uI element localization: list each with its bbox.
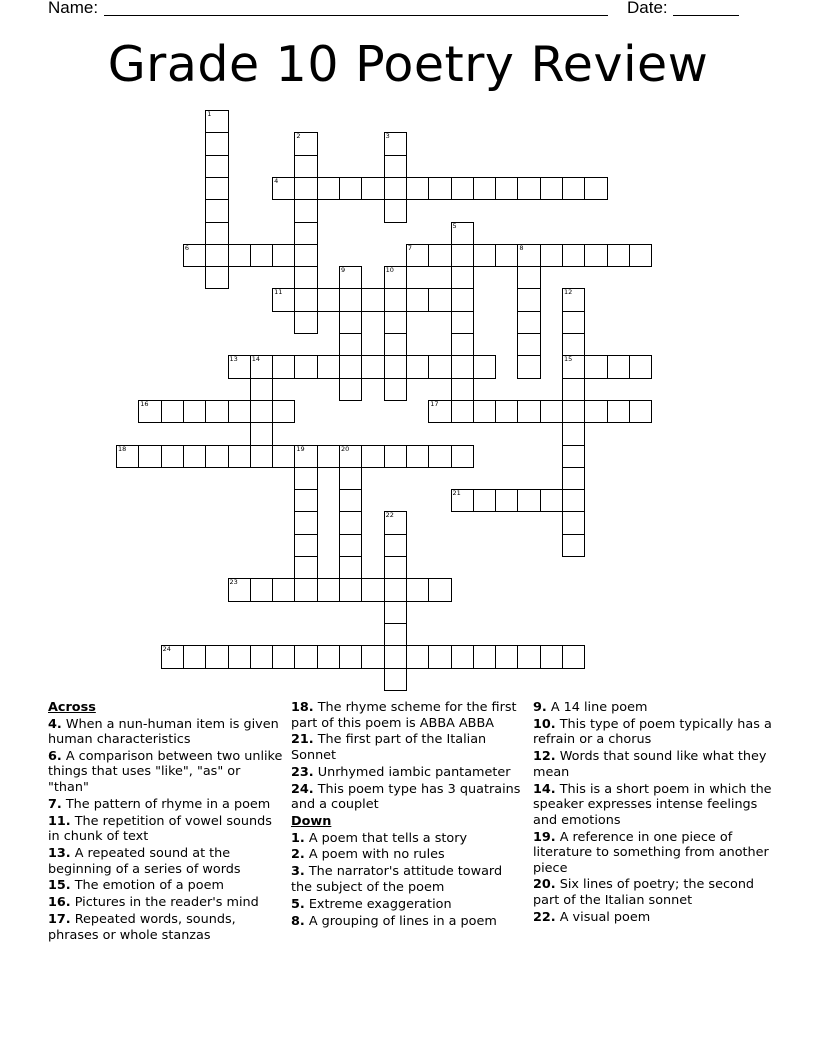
crossword-cell[interactable] — [228, 445, 251, 468]
clue-number: 4. — [48, 716, 62, 732]
clue-item — [48, 912, 284, 943]
crossword-cell[interactable] — [161, 645, 184, 668]
clue-item — [48, 846, 284, 877]
crossword-cell[interactable] — [473, 244, 496, 267]
clue-item — [291, 831, 523, 847]
clue-number: 20. — [533, 877, 556, 893]
crossword-cell[interactable] — [116, 445, 139, 468]
crossword-cell[interactable] — [250, 422, 273, 445]
crossword-cell[interactable] — [361, 288, 384, 311]
clue-item — [533, 749, 773, 780]
cell-number: 24 — [162, 645, 171, 654]
crossword-cell[interactable] — [562, 645, 585, 668]
clue-text: The first part of the Italian Sonnet — [291, 732, 487, 763]
crossword-cell[interactable] — [517, 288, 540, 311]
crossword-cell[interactable] — [584, 355, 607, 378]
crossword-cell[interactable] — [317, 578, 340, 601]
crossword-cell[interactable] — [294, 199, 317, 222]
clue-text: The narrator's attitude toward the subject of the poem — [291, 864, 503, 895]
clue-number: 5. — [291, 896, 305, 912]
crossword-cell[interactable] — [540, 489, 563, 512]
clue-text: A visual poem — [555, 909, 651, 925]
clue-item — [48, 814, 284, 845]
clue-text: Unrhymed iambic pantameter — [313, 764, 511, 780]
crossword-cell[interactable] — [183, 445, 206, 468]
crossword-cell[interactable] — [384, 311, 407, 334]
crossword-cell[interactable] — [451, 222, 474, 245]
crossword-cell[interactable] — [205, 177, 228, 200]
crossword-cell[interactable] — [562, 333, 585, 356]
crossword-cell[interactable] — [161, 445, 184, 468]
down-clue-list-1 — [291, 831, 523, 930]
crossword-cell[interactable] — [339, 511, 362, 534]
clue-number: 13. — [48, 846, 71, 862]
crossword-cell[interactable] — [384, 266, 407, 289]
crossword-cell[interactable] — [317, 288, 340, 311]
date-field[interactable] — [673, 15, 739, 16]
crossword-cell[interactable] — [205, 445, 228, 468]
crossword-cell[interactable] — [384, 445, 407, 468]
crossword-cell[interactable] — [517, 400, 540, 423]
crossword-cell[interactable] — [406, 288, 429, 311]
clue-item — [533, 717, 773, 748]
crossword-cell[interactable] — [428, 244, 451, 267]
crossword-cell[interactable] — [183, 244, 206, 267]
crossword-cell[interactable] — [361, 645, 384, 668]
crossword-cell[interactable] — [584, 244, 607, 267]
clue-text: A comparison between two unlike things that uses "like", "as" or "than" — [48, 748, 283, 795]
clue-item — [291, 914, 523, 930]
crossword-cell[interactable] — [317, 177, 340, 200]
crossword-cell[interactable] — [562, 467, 585, 490]
cell-number: 13 — [229, 355, 238, 364]
clue-number: 24. — [291, 781, 314, 797]
crossword-cell[interactable] — [339, 177, 362, 200]
cell-number: 21 — [452, 489, 461, 498]
crossword-cell[interactable] — [517, 333, 540, 356]
crossword-cell[interactable] — [294, 266, 317, 289]
crossword-cell[interactable] — [562, 511, 585, 534]
crossword-cell[interactable] — [584, 177, 607, 200]
crossword-cell[interactable] — [183, 400, 206, 423]
crossword-cell[interactable] — [451, 489, 474, 512]
clue-text: A repeated sound at the beginning of a series of words — [48, 846, 241, 877]
cell-number: 3 — [385, 132, 390, 141]
clue-text: Pictures in the reader's mind — [70, 895, 259, 911]
crossword-cell[interactable] — [451, 645, 474, 668]
name-field[interactable] — [104, 15, 608, 16]
clue-item — [48, 749, 284, 796]
crossword-cell[interactable] — [562, 445, 585, 468]
crossword-cell[interactable] — [473, 645, 496, 668]
clue-item — [291, 897, 523, 913]
crossword-cell[interactable] — [361, 445, 384, 468]
clue-item — [291, 782, 523, 813]
cell-number: 18 — [118, 444, 127, 453]
cell-number: 16 — [140, 399, 149, 408]
crossword-cell[interactable] — [294, 445, 317, 468]
crossword-cell[interactable] — [250, 578, 273, 601]
clue-number: 1. — [291, 830, 305, 846]
cell-number: 22 — [385, 511, 394, 520]
crossword-cell[interactable] — [384, 288, 407, 311]
cell-number: 20 — [341, 444, 350, 453]
clue-text: Repeated words, sounds, phrases or whole stanzas — [48, 912, 236, 943]
clue-text: The repetition of vowel sounds in chunk of text — [48, 813, 272, 845]
crossword-cell[interactable] — [451, 288, 474, 311]
down-heading: Down — [291, 814, 332, 830]
crossword-cell[interactable] — [451, 333, 474, 356]
crossword-cell[interactable] — [384, 155, 407, 178]
crossword-cell[interactable] — [517, 244, 540, 267]
crossword-cell[interactable] — [205, 645, 228, 668]
crossword-cell[interactable] — [294, 489, 317, 512]
date-label: Date: — [627, 0, 668, 17]
crossword-cell[interactable] — [294, 155, 317, 178]
crossword-cell[interactable] — [428, 400, 451, 423]
clue-item — [533, 830, 773, 877]
crossword-cell[interactable] — [384, 511, 407, 534]
crossword-cell[interactable] — [294, 244, 317, 267]
crossword-cell[interactable] — [294, 556, 317, 579]
crossword-cell[interactable] — [495, 489, 518, 512]
clue-text: A reference in one piece of literature to something from another piece — [533, 829, 769, 876]
crossword-cell[interactable] — [161, 400, 184, 423]
clue-number: 19. — [533, 829, 556, 845]
clue-text: The pattern of rhyme in a poem — [61, 796, 271, 812]
crossword-cell[interactable] — [339, 445, 362, 468]
cell-number: 11 — [274, 288, 283, 297]
cell-number: 8 — [519, 243, 524, 252]
clue-text: This is a short poem in which the speaker expresses intense feelings and emotions — [533, 781, 772, 828]
crossword-cell[interactable] — [384, 623, 407, 646]
clue-text: A 14 line poem — [546, 700, 648, 715]
crossword-cell[interactable] — [517, 489, 540, 512]
clue-text: The rhyme scheme for the first part of this poem is ABBA ABBA — [291, 700, 517, 731]
crossword-cell[interactable] — [294, 355, 317, 378]
crossword-cell[interactable] — [428, 355, 451, 378]
cell-number: 19 — [296, 444, 305, 453]
clue-number: 23. — [291, 764, 314, 780]
clue-text: A poem that tells a story — [304, 830, 468, 846]
crossword-cell[interactable] — [428, 445, 451, 468]
crossword-cell[interactable] — [205, 222, 228, 245]
crossword-cell[interactable] — [562, 422, 585, 445]
crossword-cell[interactable] — [339, 534, 362, 557]
clue-number: 3. — [291, 864, 305, 880]
crossword-cell[interactable] — [384, 333, 407, 356]
crossword-cell[interactable] — [384, 177, 407, 200]
crossword-cell[interactable] — [473, 489, 496, 512]
cell-number: 9 — [341, 266, 346, 275]
crossword-cell[interactable] — [607, 244, 630, 267]
crossword-cell[interactable] — [562, 177, 585, 200]
crossword-cell[interactable] — [495, 645, 518, 668]
clue-number: 22. — [533, 909, 556, 925]
crossword-cell[interactable] — [205, 244, 228, 267]
crossword-cell[interactable] — [317, 645, 340, 668]
clue-item — [291, 864, 523, 895]
cell-number: 2 — [296, 132, 301, 141]
crossword-cell[interactable] — [138, 445, 161, 468]
crossword-cell[interactable] — [629, 244, 652, 267]
crossword-cell[interactable] — [205, 110, 228, 133]
crossword-cell[interactable] — [228, 400, 251, 423]
crossword-cell[interactable] — [473, 400, 496, 423]
cell-number: 1 — [207, 110, 212, 118]
cell-number: 17 — [430, 399, 439, 408]
crossword-cell[interactable] — [138, 400, 161, 423]
crossword-cell[interactable] — [584, 400, 607, 423]
crossword-cell[interactable] — [317, 355, 340, 378]
crossword-cell[interactable] — [294, 288, 317, 311]
crossword-cell[interactable] — [495, 400, 518, 423]
crossword-cell[interactable] — [250, 400, 273, 423]
crossword-cell[interactable] — [562, 489, 585, 512]
crossword-cell[interactable] — [607, 400, 630, 423]
crossword-cell[interactable] — [384, 534, 407, 557]
crossword-cell[interactable] — [562, 534, 585, 557]
crossword-cell[interactable] — [294, 578, 317, 601]
crossword-cell[interactable] — [451, 400, 474, 423]
crossword-cell[interactable] — [384, 645, 407, 668]
crossword-cell[interactable] — [562, 355, 585, 378]
crossword-cell[interactable] — [406, 244, 429, 267]
crossword-cell[interactable] — [517, 355, 540, 378]
crossword-cell[interactable] — [562, 378, 585, 401]
crossword-cell[interactable] — [339, 489, 362, 512]
crossword-cell[interactable] — [451, 177, 474, 200]
cell-number: 5 — [452, 221, 457, 230]
crossword-cell[interactable] — [428, 288, 451, 311]
crossword-cell[interactable] — [339, 578, 362, 601]
crossword-cell[interactable] — [428, 645, 451, 668]
clue-text: The emotion of a poem — [70, 878, 224, 894]
crossword-cell[interactable] — [384, 578, 407, 601]
clue-item — [533, 910, 773, 926]
crossword-cell[interactable] — [339, 311, 362, 334]
crossword-cell[interactable] — [228, 578, 251, 601]
crossword-cell[interactable] — [562, 244, 585, 267]
crossword-cell[interactable] — [228, 645, 251, 668]
clue-text: A grouping of lines in a poem — [304, 913, 497, 929]
clue-item — [48, 797, 284, 813]
cell-number: 10 — [385, 266, 394, 275]
clue-number: 17. — [48, 912, 71, 928]
crossword-cell[interactable] — [473, 355, 496, 378]
crossword-cell[interactable] — [451, 311, 474, 334]
crossword-cell[interactable] — [517, 311, 540, 334]
clue-item — [533, 700, 773, 716]
crossword-cell[interactable] — [339, 556, 362, 579]
clue-item — [533, 877, 773, 908]
clue-text: Extreme exaggeration — [304, 896, 452, 912]
clue-item — [291, 732, 523, 763]
clue-text: A poem with no rules — [304, 847, 445, 863]
crossword-cell[interactable] — [451, 266, 474, 289]
crossword-cell[interactable] — [339, 266, 362, 289]
crossword-cell[interactable] — [451, 378, 474, 401]
crossword-cell[interactable] — [517, 645, 540, 668]
crossword-cell[interactable] — [294, 467, 317, 490]
clue-text: This type of poem typically has a refrain or a chorus — [533, 716, 772, 748]
crossword-cell[interactable] — [228, 355, 251, 378]
crossword-cell[interactable] — [406, 445, 429, 468]
clue-number: 11. — [48, 813, 71, 829]
crossword-cell[interactable] — [272, 400, 295, 423]
crossword-cell[interactable] — [406, 355, 429, 378]
crossword-cell[interactable] — [205, 400, 228, 423]
crossword-cell[interactable] — [473, 177, 496, 200]
crossword-cell[interactable] — [540, 244, 563, 267]
crossword-cell[interactable] — [451, 355, 474, 378]
name-label: Name: — [48, 0, 99, 17]
crossword-cell[interactable] — [250, 645, 273, 668]
clue-number: 16. — [48, 895, 71, 911]
crossword-cell[interactable] — [361, 355, 384, 378]
clue-text: Words that sound like what they mean — [533, 749, 767, 780]
name-date-line — [0, 0, 816, 22]
crossword-cell[interactable] — [339, 467, 362, 490]
crossword-cell[interactable] — [428, 578, 451, 601]
clue-number: 7. — [48, 796, 62, 812]
crossword-cell[interactable] — [629, 355, 652, 378]
crossword-cell[interactable] — [384, 355, 407, 378]
cell-number: 15 — [564, 355, 573, 364]
clue-number: 12. — [533, 749, 556, 765]
clue-number: 18. — [291, 700, 314, 715]
crossword-cell[interactable] — [384, 199, 407, 222]
crossword-cell[interactable] — [406, 578, 429, 601]
crossword-cell[interactable] — [272, 244, 295, 267]
crossword-cell[interactable] — [339, 333, 362, 356]
crossword-cell[interactable] — [540, 177, 563, 200]
crossword-cell[interactable] — [361, 578, 384, 601]
crossword-cell[interactable] — [294, 311, 317, 334]
crossword-cell[interactable] — [272, 645, 295, 668]
crossword-cell[interactable] — [272, 578, 295, 601]
crossword-cell[interactable] — [406, 645, 429, 668]
clue-number: 9. — [533, 700, 547, 715]
crossword-cell[interactable] — [272, 288, 295, 311]
clue-item — [533, 782, 773, 829]
cell-number: 23 — [229, 578, 238, 587]
clue-text: Six lines of poetry; the second part of the Italian sonnet — [533, 877, 755, 908]
cell-number: 7 — [407, 243, 413, 252]
crossword-cell[interactable] — [629, 400, 652, 423]
clue-item — [291, 847, 523, 863]
clue-number: 8. — [291, 913, 305, 929]
crossword-cell[interactable] — [607, 355, 630, 378]
clues-column-2 — [291, 700, 523, 931]
clue-item — [48, 895, 284, 911]
crossword-cell[interactable] — [339, 355, 362, 378]
crossword-cell[interactable] — [294, 645, 317, 668]
clue-number: 6. — [48, 748, 62, 764]
clue-number: 15. — [48, 878, 71, 894]
crossword-cell[interactable] — [517, 177, 540, 200]
clue-number: 21. — [291, 732, 314, 748]
crossword-cell[interactable] — [361, 177, 384, 200]
across-clue-list-2 — [291, 700, 523, 813]
crossword-cell[interactable] — [272, 355, 295, 378]
crossword-cell[interactable] — [428, 177, 451, 200]
crossword-cell[interactable] — [562, 400, 585, 423]
clue-number: 14. — [533, 781, 556, 797]
crossword-cell[interactable] — [562, 288, 585, 311]
clue-item — [291, 700, 523, 731]
crossword-cell[interactable] — [250, 355, 273, 378]
crossword-cell[interactable] — [317, 445, 340, 468]
clue-number: 2. — [291, 847, 305, 863]
clue-item — [48, 717, 284, 748]
crossword-cell[interactable] — [384, 668, 407, 691]
cell-number: 4 — [274, 176, 279, 185]
page-title: Grade 10 Poetry Review — [107, 36, 709, 93]
crossword-cell[interactable] — [339, 645, 362, 668]
crossword-cell[interactable] — [384, 601, 407, 624]
down-clue-list-2 — [533, 700, 773, 925]
crossword-cell[interactable] — [339, 288, 362, 311]
cell-number: 14 — [251, 355, 261, 364]
across-heading: Across — [48, 700, 96, 715]
crossword-cell[interactable] — [183, 645, 206, 668]
clue-item — [291, 765, 523, 781]
crossword-cell[interactable] — [205, 132, 228, 155]
crossword-cell[interactable] — [339, 378, 362, 401]
crossword-cell[interactable] — [205, 155, 228, 178]
crossword-cell[interactable] — [384, 132, 407, 155]
clue-number: 10. — [533, 716, 556, 732]
crossword-cell[interactable] — [294, 511, 317, 534]
crossword-cell[interactable] — [540, 645, 563, 668]
crossword-cell[interactable] — [517, 266, 540, 289]
crossword-cell[interactable] — [250, 378, 273, 401]
crossword-cell[interactable] — [250, 445, 273, 468]
clues-column-1 — [48, 700, 284, 945]
crossword-cell[interactable] — [272, 177, 295, 200]
crossword-cell[interactable] — [406, 177, 429, 200]
cell-number: 6 — [184, 243, 190, 252]
crossword-cell[interactable] — [228, 244, 251, 267]
crossword-cell[interactable] — [294, 132, 317, 155]
clue-item — [48, 878, 284, 894]
crossword-cell[interactable] — [562, 311, 585, 334]
crossword-cell[interactable] — [540, 400, 563, 423]
crossword-cell[interactable] — [451, 445, 474, 468]
cell-number: 12 — [564, 288, 573, 297]
crossword-cell[interactable] — [294, 534, 317, 557]
crossword-cell[interactable] — [205, 199, 228, 222]
crossword-cell[interactable] — [205, 266, 228, 289]
across-clue-list-1 — [48, 717, 284, 944]
clue-text: When a nun-human item is given human characteristics — [48, 716, 279, 747]
crossword-cell[interactable] — [495, 244, 518, 267]
crossword-cell[interactable] — [451, 244, 474, 267]
crossword-cell[interactable] — [272, 445, 295, 468]
crossword-cell[interactable] — [384, 378, 407, 401]
crossword-cell[interactable] — [384, 556, 407, 579]
clues-column-3 — [533, 700, 773, 927]
clue-text: This poem type has 3 quatrains and a couplet — [291, 781, 521, 813]
crossword-cell[interactable] — [250, 244, 273, 267]
crossword-cell[interactable] — [294, 177, 317, 200]
crossword-cell[interactable] — [294, 222, 317, 245]
crossword-cell[interactable] — [495, 177, 518, 200]
